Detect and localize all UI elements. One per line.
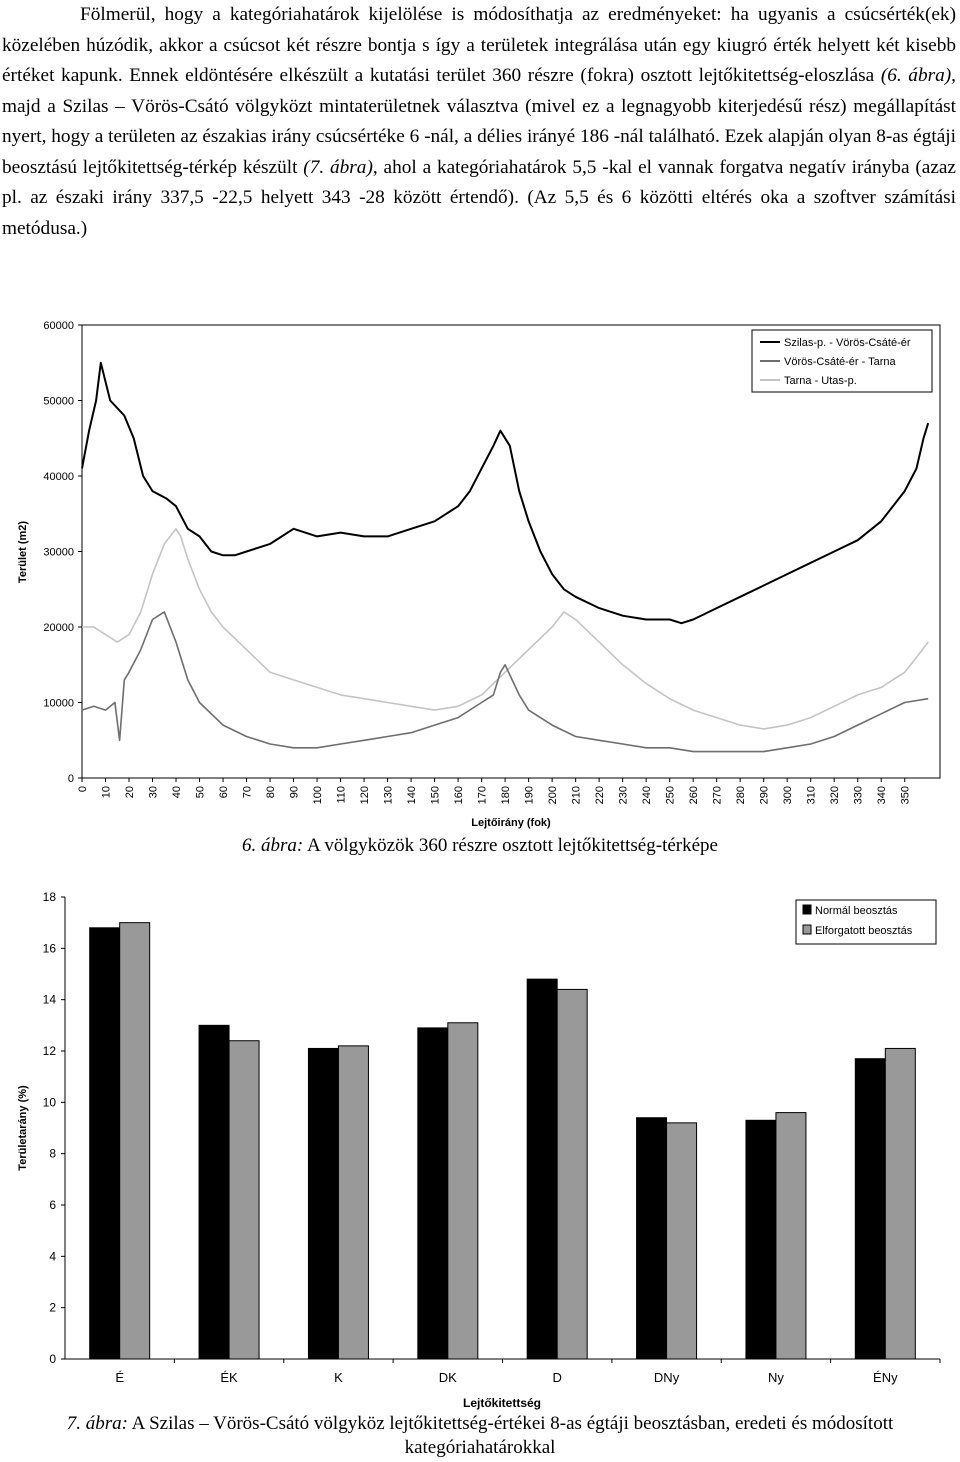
- figure-7-caption-label: 7. ábra:: [66, 1413, 128, 1434]
- chart-7-bar-rotated: [338, 1046, 368, 1359]
- chart-7-bar-normal: [308, 1048, 338, 1359]
- chart-6-x-tick-label: 90: [288, 786, 301, 799]
- chart-7-bar-rotated: [667, 1123, 697, 1359]
- chart-7-y-tick-label: 6: [49, 1198, 56, 1212]
- chart-6-y-tick-label: 10000: [43, 697, 74, 710]
- chart-6-x-tick-label: 200: [547, 786, 560, 805]
- chart-7-legend-label: Normál beosztás: [815, 905, 898, 917]
- chart-7-bar-rotated: [885, 1048, 915, 1359]
- chart-7-x-tick-label: D: [552, 1370, 562, 1385]
- chart-7-legend-label: Elforgatott beosztás: [815, 925, 913, 937]
- chart-7-plot-area: [65, 897, 940, 1359]
- chart-6-x-tick-label: 10: [100, 786, 113, 799]
- chart-7-y-tick-label: 8: [49, 1146, 56, 1161]
- figure-6-caption-label: 6. ábra:: [242, 835, 304, 856]
- chart-6-x-tick-label: 190: [523, 786, 536, 805]
- body-paragraph: [2, 0, 956, 244]
- chart-6-legend-label: Vörös-Csáté-ér - Tarna: [784, 356, 896, 368]
- chart-6-x-tick-label: 240: [641, 786, 654, 805]
- chart-6-y-tick-label: 20000: [43, 622, 74, 634]
- chart-7-x-tick-label: Ny: [767, 1370, 784, 1385]
- chart-7-y-tick-label: 2: [49, 1300, 56, 1315]
- chart-6-legend-label: Szilas-p. - Vörös-Csáté-ér: [784, 337, 911, 349]
- chart-6-x-tick-label: 320: [829, 786, 842, 805]
- chart-6-x-tick-label: 280: [735, 786, 748, 805]
- chart-6-x-tick-label: 40: [171, 786, 184, 799]
- chart-7-y-tick-label: 14: [42, 992, 56, 1007]
- chart-6-x-tick-label: 20: [124, 786, 137, 799]
- chart-6-x-tick-label: 170: [476, 786, 489, 805]
- chart-7-legend-swatch: [803, 925, 811, 934]
- chart-7-bar-rotated: [557, 989, 587, 1359]
- figure-7-bar-chart: [0, 880, 960, 1415]
- chart-7-x-tick-label: ÉNy: [873, 1370, 898, 1385]
- chart-7-x-axis-label: Lejtőkitettség: [462, 1396, 542, 1410]
- chart-6-x-tick-label: 310: [805, 786, 818, 805]
- chart-6-x-tick-label: 220: [594, 786, 607, 805]
- figure-7-caption: [0, 1412, 960, 1460]
- figure-6-caption: [0, 834, 960, 858]
- chart-7-x-tick-label: DK: [438, 1370, 457, 1385]
- chart-6-x-tick-label: 80: [265, 786, 278, 799]
- chart-6-x-tick-label: 300: [782, 786, 795, 805]
- chart-7-bar-normal: [746, 1120, 776, 1359]
- chart-6-x-tick-label: 260: [688, 786, 701, 805]
- chart-6-x-tick-label: 340: [876, 786, 889, 805]
- chart-7-y-tick-label: 12: [42, 1044, 56, 1058]
- chart-7-y-tick-label: 18: [42, 890, 56, 904]
- chart-6-y-tick-label: 60000: [43, 320, 74, 332]
- chart-7-bar-normal: [527, 979, 557, 1359]
- chart-6-x-tick-label: 70: [241, 786, 254, 799]
- chart-7-bar-normal: [855, 1059, 885, 1359]
- chart-6-x-tick-label: 230: [617, 786, 630, 805]
- chart-6-x-axis-label: Lejtőirány (fok): [471, 817, 551, 829]
- chart-6-y-tick-label: 30000: [43, 546, 74, 559]
- chart-6-x-tick-label: 210: [570, 786, 583, 805]
- chart-6-x-tick-label: 140: [406, 786, 419, 805]
- chart-7-x-tick-label: É: [115, 1370, 125, 1385]
- figure-6-caption-text: A völgyközök 360 részre osztott lejtőkitettség-térképe: [303, 835, 718, 856]
- chart-7-bar-normal: [637, 1118, 667, 1359]
- chart-7-y-tick-label: 10: [42, 1095, 56, 1110]
- chart-6-x-tick-label: 120: [359, 786, 372, 805]
- chart-6-y-tick-label: 0: [67, 773, 74, 785]
- chart-6-x-tick-label: 350: [899, 786, 912, 805]
- chart-7-bar-rotated: [448, 1023, 478, 1359]
- paragraph-text-2: , majd a Szilas – Vörös-Csátó völgyközt mintaterületnek választva (mivel ez a legnagyobb kiterjedésű rész) megállapítást nyert, hogy a területen az északias irány csúcsértéke 6 -nál, a délies irányé 186 -nál található. Ezek alapján olyan 8-as égtáji beosztású lejtőkitettség-térkép készült: [2, 65, 956, 178]
- figure-7-caption-text: A Szilas – Vörös-Csátó völgyköz lejtőkitettség-értékei 8-as égtáji beosztásban, eredeti és módosított kategóriahatárokkal: [127, 1413, 894, 1458]
- chart-7-legend-swatch: [803, 905, 811, 914]
- chart-6-x-tick-label: 290: [758, 786, 771, 805]
- figure-7-reference: (7. ábra): [303, 156, 373, 178]
- chart-7-bar-rotated: [120, 923, 150, 1359]
- figure-6-line-chart: [0, 300, 960, 840]
- chart-6-x-tick-label: 50: [194, 786, 207, 799]
- chart-6-x-tick-label: 0: [77, 786, 89, 793]
- chart-6-x-tick-label: 330: [852, 786, 865, 805]
- chart-7-y-axis-label: Területarány (%): [17, 1085, 29, 1171]
- figure-6-reference: (6. ábra): [880, 65, 952, 86]
- paragraph-text-3: , ahol a kategóriahatárok 5,5 -kal el vannak forgatva negatív irányba (azaz pl. az északi irány 337,5 -22,5 helyett 343 -28 között értendő). (Az 5,5 és 6 közötti eltérés oka a szoftver számítási metódusa.): [2, 156, 956, 239]
- chart-7-y-tick-label: 16: [42, 941, 56, 956]
- chart-7-bar-normal: [418, 1028, 448, 1359]
- chart-7-x-tick-label: ÉK: [220, 1370, 238, 1385]
- chart-6-x-tick-label: 150: [429, 786, 442, 805]
- chart-7-x-tick-label: DNy: [653, 1370, 680, 1385]
- chart-7-bar-normal: [199, 1025, 229, 1359]
- chart-7-y-tick-label: 0: [49, 1352, 56, 1366]
- chart-6-x-tick-label: 250: [664, 786, 677, 805]
- chart-6-x-tick-label: 30: [147, 786, 160, 799]
- chart-7-bar-normal: [90, 928, 120, 1359]
- chart-6-y-tick-label: 40000: [43, 471, 74, 483]
- chart-7-bar-rotated: [776, 1113, 806, 1359]
- chart-6-y-tick-label: 50000: [43, 395, 74, 408]
- chart-7-y-tick-label: 4: [49, 1249, 56, 1264]
- chart-6-x-tick-label: 160: [453, 786, 466, 805]
- chart-6-legend-label: Tarna - Utas-p.: [784, 375, 857, 387]
- paragraph-text-1: Fölmerül, hogy a kategóriahatárok kijelölése is módosíthatja az eredményeket: ha ugyanis a csúcsérték(ek) közelében húzódik, akkor a csúcsot két részre bontja s így a területek integrálása után egy kiugró érték helyett két kisebb értéket kapunk. Ennek eldöntésére elkészült a kutatási terület 360 részre (fokra) osztott lejtőkitettség-eloszlása: [2, 4, 956, 86]
- chart-6-y-axis-label: Terület (m2): [17, 520, 29, 584]
- chart-6-x-tick-label: 110: [335, 786, 348, 804]
- chart-6-x-tick-label: 60: [218, 786, 231, 799]
- chart-6-x-tick-label: 100: [312, 786, 325, 805]
- chart-7-bar-rotated: [229, 1041, 259, 1359]
- chart-6-x-tick-label: 130: [382, 786, 395, 805]
- chart-6-x-tick-label: 180: [500, 786, 513, 805]
- chart-6-x-tick-label: 270: [711, 786, 724, 805]
- chart-7-x-tick-label: K: [334, 1370, 343, 1385]
